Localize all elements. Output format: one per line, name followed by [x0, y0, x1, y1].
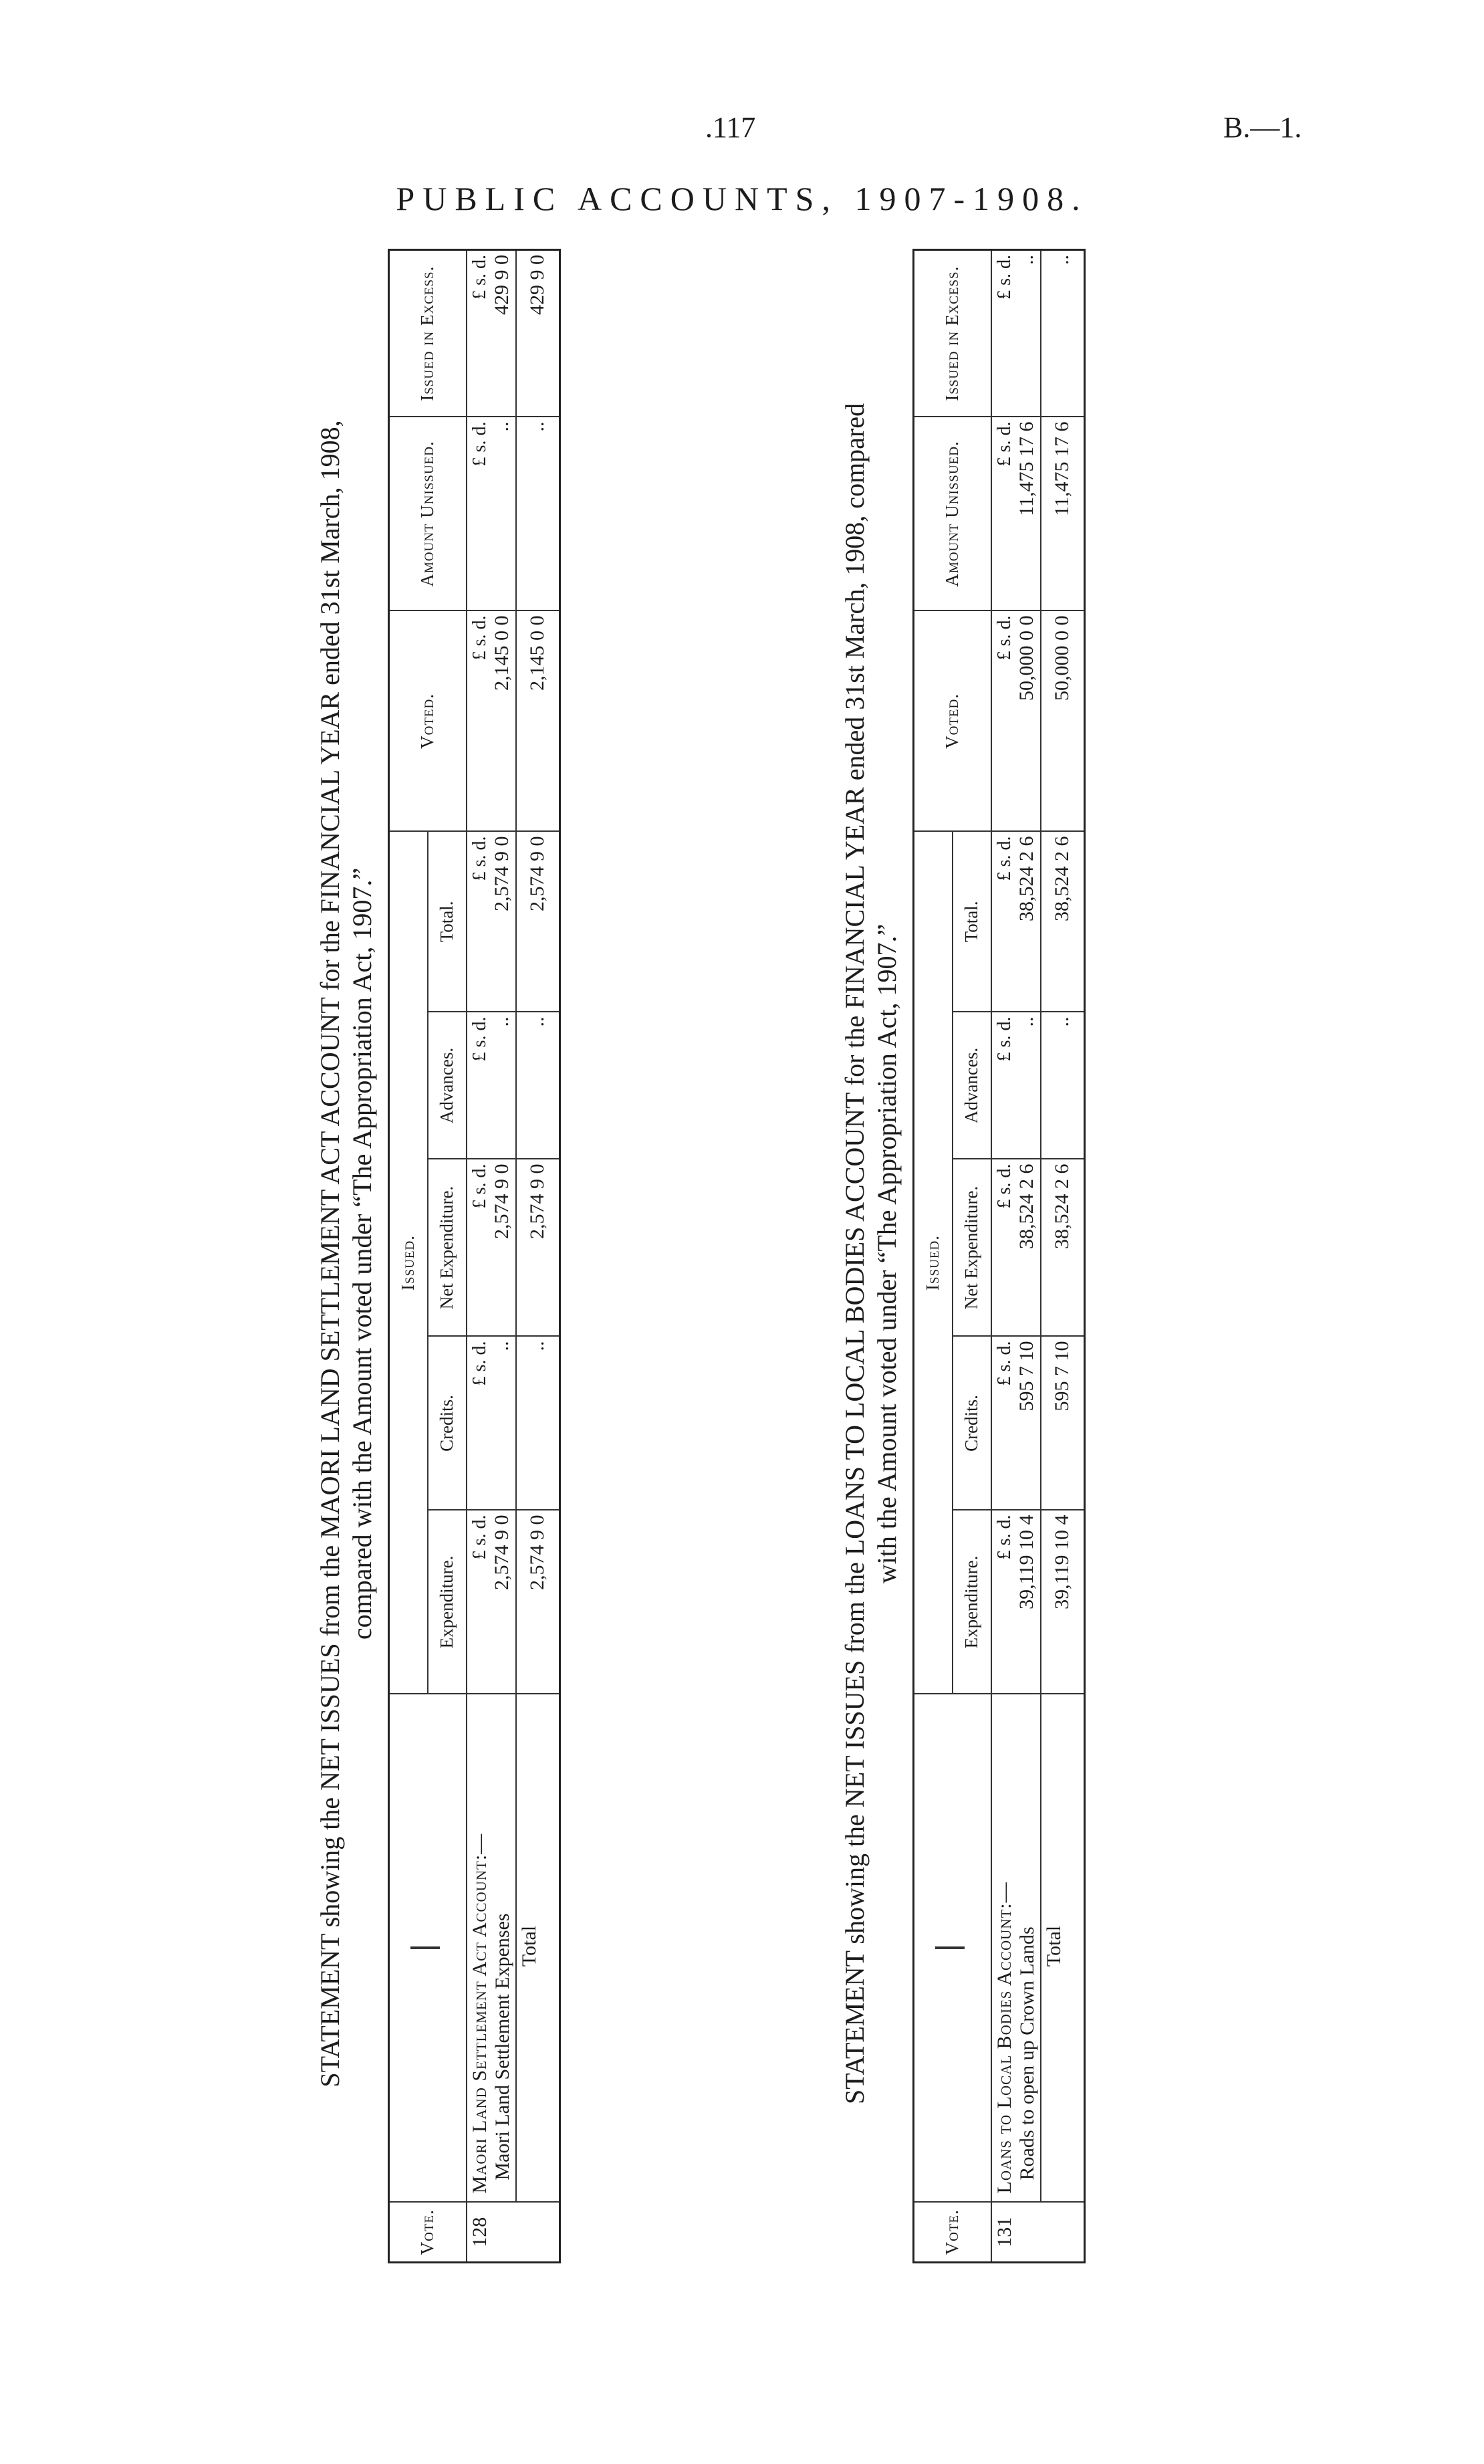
total-credits: ..: [516, 1337, 560, 1510]
line-item: Maori Land Settlement Expenses: [491, 1913, 513, 2180]
account-heading: Loans to Local Bodies Account:—: [993, 1882, 1015, 2194]
credits-cell: £ s. d. 595 7 10: [991, 1337, 1041, 1510]
issued-group-header: Issued.: [914, 831, 953, 1694]
total-total: 2,574 9 0: [516, 831, 560, 1012]
document-reference: B.—1.: [1223, 111, 1302, 144]
credits-column-header: Credits.: [953, 1337, 991, 1510]
amount-unissued-column-header: Amount Unissued.: [914, 417, 991, 610]
statement-1-title-line-2: compared with the Amount voted under “The Appropriation Act, 1907.”: [347, 867, 377, 1640]
statement-1-table: [388, 249, 561, 2263]
net-expenditure-column-header: Net Expenditure.: [428, 1159, 467, 1337]
voted-cell: £ s. d. 2,145 0 0: [467, 610, 516, 831]
voted-column-header: Voted.: [389, 610, 467, 831]
account-description: [991, 1694, 1041, 2203]
statement-2-panel: [839, 244, 1153, 2263]
description-column-header: [914, 1694, 991, 2203]
total-net-expenditure: 2,574 9 0: [516, 1159, 560, 1337]
total-label: Total: [1041, 1694, 1085, 2203]
line-item: Roads to open up Crown Lands: [1015, 1926, 1038, 2180]
issued-in-excess-cell: £ s. d. ..: [991, 249, 1041, 417]
total-issued-in-excess: 429 9 0: [516, 249, 560, 417]
total-advances: ..: [1041, 1012, 1085, 1159]
statement-2-title-line-1: STATEMENT showing the NET ISSUES from the LOANS TO LOCAL BODIES ACCOUNT for the FINANCIAL YEAR ended 31st March, 1908, compared: [840, 403, 870, 2105]
vote-number: 128: [467, 2203, 560, 2263]
issued-in-excess-cell: £ s. d. 429 9 0: [467, 249, 516, 417]
advances-cell: £ s. d. ..: [991, 1012, 1041, 1159]
statement-1-panel: [314, 244, 628, 2263]
credits-column-header: Credits.: [428, 1337, 467, 1510]
advances-cell: £ s. d. ..: [467, 1012, 516, 1159]
vote-number: 131: [991, 2203, 1085, 2263]
account-description: [467, 1694, 516, 2203]
voted-cell: £ s. d. 50,000 0 0: [991, 610, 1041, 831]
expenditure-cell: £ s. d. 39,119 10 4: [991, 1510, 1041, 1694]
issued-in-excess-column-header: Issued in Excess.: [389, 249, 467, 417]
total-voted: 2,145 0 0: [516, 610, 560, 831]
total-net-expenditure: 38,524 2 6: [1041, 1159, 1085, 1337]
advances-column-header: Advances.: [953, 1012, 991, 1159]
credits-cell: £ s. d. ..: [467, 1337, 516, 1510]
statement-1-title: [314, 244, 378, 2263]
statement-2-table: [912, 249, 1086, 2263]
statement-1-title-line-1: STATEMENT showing the NET ISSUES from the MAORI LAND SETTLEMENT ACT ACCOUNT for the FINANCIAL YEAR ended 31st March, 1908,: [315, 420, 345, 2088]
page-title: PUBLIC ACCOUNTS, 1907-1908.: [396, 180, 1088, 217]
statement-2-title: [839, 244, 903, 2263]
total-column-header: Total.: [428, 831, 467, 1012]
total-issued-in-excess: ..: [1041, 249, 1085, 417]
net-expenditure-cell: £ s. d. 38,524 2 6: [991, 1159, 1041, 1337]
advances-column-header: Advances.: [428, 1012, 467, 1159]
total-row: [516, 249, 560, 2262]
vote-column-header: Vote.: [914, 2203, 991, 2263]
total-total: 38,524 2 6: [1041, 831, 1085, 1012]
statement-2-title-line-2: with the Amount voted under “The Appropriation Act, 1907.”: [872, 923, 902, 1584]
total-row: [1041, 249, 1085, 2262]
vote-column-header: Vote.: [389, 2203, 467, 2263]
issued-in-excess-column-header: Issued in Excess.: [914, 249, 991, 417]
expenditure-column-header: Expenditure.: [953, 1510, 991, 1694]
total-voted: 50,000 0 0: [1041, 610, 1085, 831]
total-credits: 595 7 10: [1041, 1337, 1085, 1510]
amount-unissued-cell: £ s. d. ..: [467, 417, 516, 610]
total-column-header: Total.: [953, 831, 991, 1012]
total-label: Total: [516, 1694, 560, 2203]
issued-group-header: Issued.: [389, 831, 428, 1694]
total-cell: £ s. d. 2,574 9 0: [467, 831, 516, 1012]
expenditure-cell: £ s. d. 2,574 9 0: [467, 1510, 516, 1694]
net-expenditure-column-header: Net Expenditure.: [953, 1159, 991, 1337]
amount-unissued-column-header: Amount Unissued.: [389, 417, 467, 610]
total-amount-unissued: ..: [516, 417, 560, 610]
net-expenditure-cell: £ s. d. 2,574 9 0: [467, 1159, 516, 1337]
table-row: [467, 249, 516, 2262]
total-amount-unissued: 11,475 17 6: [1041, 417, 1085, 610]
total-expenditure: 39,119 10 4: [1041, 1510, 1085, 1694]
amount-unissued-cell: £ s. d. 11,475 17 6: [991, 417, 1041, 610]
total-cell: £ s. d. 38,524 2 6: [991, 831, 1041, 1012]
voted-column-header: Voted.: [914, 610, 991, 831]
description-column-header: [389, 1694, 467, 2203]
table-row: [991, 249, 1041, 2262]
total-advances: ..: [516, 1012, 560, 1159]
total-expenditure: 2,574 9 0: [516, 1510, 560, 1694]
page-number: .117: [705, 111, 756, 144]
account-heading: Maori Land Settlement Act Account:—: [468, 1833, 491, 2194]
expenditure-column-header: Expenditure.: [428, 1510, 467, 1694]
